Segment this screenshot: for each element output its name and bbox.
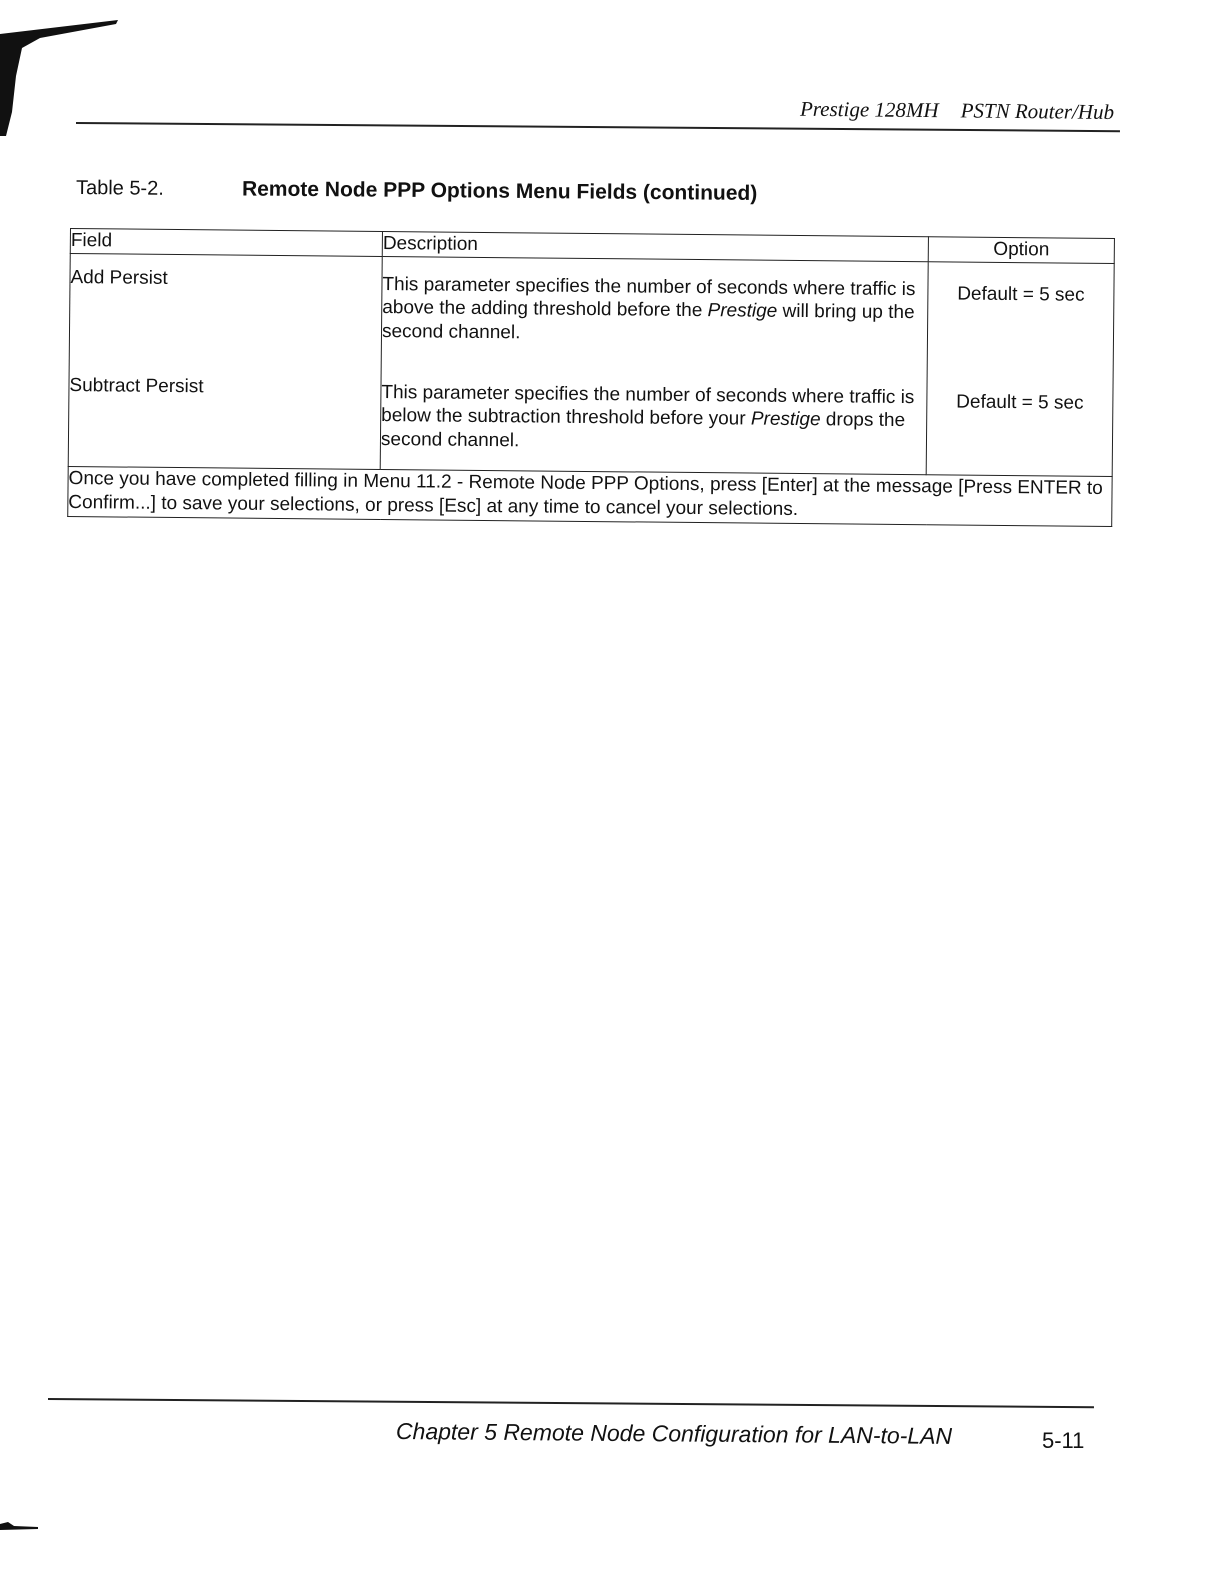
description-emphasis: Prestige <box>707 300 778 322</box>
scan-edge-mark <box>0 16 120 136</box>
table-body-row <box>68 253 1114 476</box>
fields-table-wrapper <box>67 228 1114 527</box>
field-name: Subtract Persist <box>69 374 204 397</box>
scan-edge-mark <box>0 1518 40 1532</box>
header-rule <box>76 122 1120 132</box>
description-text: This parameter specifies the number of seconds where traffic is below the subtraction threshold before your <box>381 381 915 430</box>
footer-rule <box>48 1398 1094 1408</box>
table-note-row <box>68 466 1112 526</box>
table-caption-number: Table 5-2. <box>75 177 164 200</box>
table-row-add-persist-field <box>70 254 382 361</box>
table-row-subtract-persist-description <box>381 365 927 474</box>
description-column <box>380 256 928 474</box>
page-number: 5-11 <box>1042 1428 1085 1453</box>
field-option: Default = 5 sec <box>957 283 1085 306</box>
field-description <box>382 257 928 349</box>
table-row-add-persist-description <box>382 257 928 366</box>
field-column <box>68 253 382 469</box>
field-option: Default = 5 sec <box>956 391 1084 414</box>
field-description <box>381 365 927 457</box>
column-header-option: Option <box>928 237 1114 263</box>
column-header-field: Field <box>70 229 382 257</box>
table-row-add-persist-option <box>928 262 1114 368</box>
description-emphasis: Prestige <box>750 408 821 431</box>
fields-table <box>67 228 1115 527</box>
table-caption-title: Remote Node PPP Options Menu Fields (continued) <box>241 177 758 205</box>
table-row-subtract-persist-field <box>69 362 381 469</box>
header-product: Prestige 128MH <box>799 96 939 123</box>
running-footer-chapter: Chapter 5 Remote Node Configuration for LAN-to-LAN <box>395 1418 953 1449</box>
description-text: This parameter specifies the number of seconds where traffic is above the adding threshold before the <box>382 273 916 322</box>
field-name: Add Persist <box>70 266 168 289</box>
table-row-subtract-persist-option <box>927 370 1113 476</box>
header-product-type: PSTN Router/Hub <box>960 98 1115 124</box>
column-header-description: Description <box>382 231 928 261</box>
table-caption <box>76 176 757 206</box>
option-column <box>926 261 1114 476</box>
table-note: Once you have completed filling in Menu 11.2 - Remote Node PPP Options, press [Enter] at the message [Press ENTER to Confirm...] to save your selections, or press [Esc] at any time to cancel your selections. <box>68 466 1112 526</box>
description-text: drops the second channel. <box>380 409 906 451</box>
running-header <box>800 97 1114 125</box>
description-text: will bring up the second channel. <box>381 300 915 343</box>
